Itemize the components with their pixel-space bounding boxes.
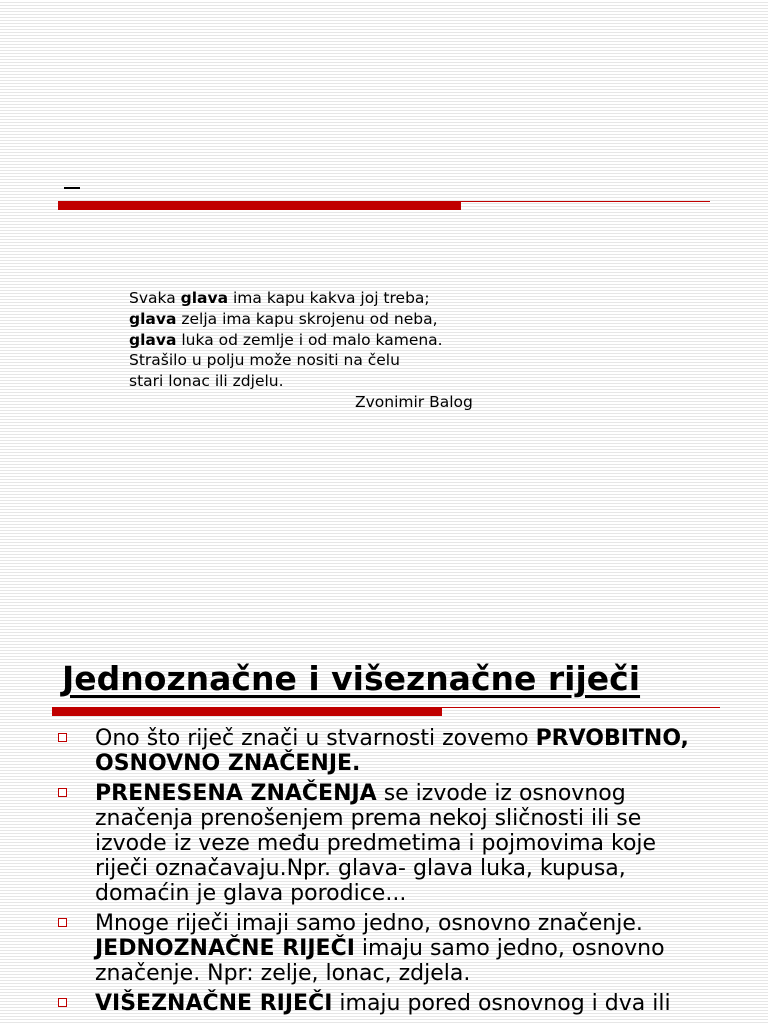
text-run: zelja ima kapu skrojenu od neba, bbox=[176, 309, 438, 328]
bullet-item bbox=[56, 781, 716, 906]
slide-title: Jednoznačne i višeznačne riječi bbox=[62, 659, 641, 698]
bold-run: glava bbox=[129, 330, 177, 349]
bold-run: JEDNOZNAČNE RIJEČI bbox=[95, 936, 355, 961]
bold-run: PRENESENA ZNAČENJA bbox=[95, 781, 377, 806]
bullet-item bbox=[56, 991, 716, 1016]
text-run: Strašilo u polju može nositi na čelu bbox=[129, 351, 400, 370]
poem-line bbox=[129, 288, 489, 309]
text-run: ima kapu kakva joj treba; bbox=[228, 289, 430, 307]
text-run: Mnoge riječi imaji samo jedno, osnovno značenje. bbox=[95, 911, 643, 936]
bullet-text bbox=[95, 911, 665, 986]
bullet-text bbox=[95, 726, 689, 776]
bold-run: PRVOBITNO, OSNOVNO ZNAČENJE. bbox=[95, 726, 689, 776]
square-bullet-icon bbox=[58, 998, 67, 1007]
bold-run: glava bbox=[180, 289, 229, 307]
bullet-list bbox=[56, 726, 716, 1021]
square-bullet-icon bbox=[58, 918, 67, 927]
text-run: Ono što riječ znači u stvarnosti zovemo bbox=[95, 726, 536, 751]
text-run: se izvode iz osnovnog značenja prenošenjem prema nekoj sličnosti ili se izvode iz veze među predmetima i pojmovima koje riječi označavaju.Npr. glava- glava luka, kupusa, domaćin je glava porodice... bbox=[95, 781, 657, 906]
poem-line bbox=[129, 371, 489, 392]
text-run: Svaka bbox=[129, 289, 181, 307]
empty-title-placeholder bbox=[64, 187, 80, 189]
bold-run: glava bbox=[129, 309, 177, 328]
poem-author: Zvonimir Balog bbox=[355, 393, 473, 411]
title-underline-thick bbox=[52, 707, 442, 716]
poem-line bbox=[129, 330, 489, 351]
poem-line bbox=[129, 309, 489, 330]
poem-line bbox=[129, 350, 489, 371]
bullet-item bbox=[56, 911, 716, 986]
bullet-text bbox=[95, 781, 656, 906]
bullet-item bbox=[56, 726, 716, 776]
title-underline-thin bbox=[461, 201, 710, 202]
poem bbox=[129, 288, 489, 411]
text-run: imaju samo jedno, osnovno značenje. Npr: zelje, lonac, zdjela. bbox=[95, 936, 665, 986]
bullet-text bbox=[95, 991, 671, 1016]
text-run: luka od zemlje i od malo kamena. bbox=[176, 330, 443, 349]
text-run: stari lonac ili zdjelu. bbox=[129, 372, 284, 391]
title-underline-thin bbox=[442, 707, 720, 708]
text-run: imaju pored osnovnog i dva ili bbox=[332, 991, 671, 1016]
bold-run: VIŠEZNAČNE RIJEČI bbox=[95, 991, 333, 1016]
title-underline-thick bbox=[58, 201, 461, 210]
square-bullet-icon bbox=[58, 733, 67, 742]
square-bullet-icon bbox=[58, 788, 67, 797]
